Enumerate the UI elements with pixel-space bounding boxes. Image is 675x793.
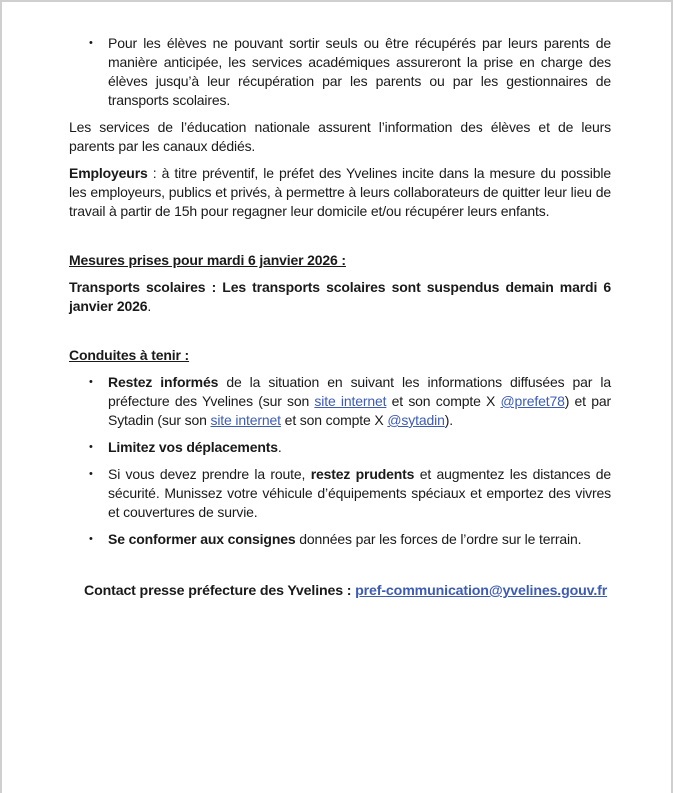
list-item-limit-travel [69, 438, 611, 457]
list-item-text: Si vous devez prendre la route, [108, 466, 311, 482]
conduct-bullet-list [69, 373, 611, 549]
drive-carefully-bold: restez prudents [310, 466, 415, 482]
list-item-drive-carefully [69, 465, 611, 522]
transport-label: Transports scolaires : [69, 279, 223, 295]
press-contact-label: Contact presse préfecture des Yvelines : [84, 583, 356, 599]
document-content [69, 34, 611, 601]
press-contact-email-link[interactable]: pref-communication@yvelines.gouv.fr [355, 583, 608, 599]
list-item-stay-informed [69, 373, 611, 430]
press-contact [69, 582, 611, 601]
list-item-text: ). [444, 412, 453, 428]
list-item-text: et son compte X [386, 393, 501, 409]
list-item-text: et augmentez les distances de sécurité. Munissez votre véhicule d’équipements spéciaux et emportez des vivres et couvertures de survie. [108, 466, 612, 520]
list-item-text: et son compte X [280, 412, 388, 428]
stay-informed-bold: Restez informés [108, 374, 219, 390]
bullet-icon: • [89, 468, 93, 480]
transport-paragraph [69, 278, 611, 316]
bullet-icon: • [89, 441, 93, 453]
list-item-follow-instructions [69, 530, 611, 549]
bullet-icon: • [89, 376, 93, 388]
prefet78-x-link[interactable]: @prefet78 [500, 393, 565, 409]
measures-heading: Mesures prises pour mardi 6 janvier 2026 : [69, 252, 346, 268]
bullet-icon: • [89, 37, 93, 49]
follow-instructions-bold: Se conformer aux consignes [108, 531, 296, 547]
employers-paragraph [69, 164, 611, 221]
list-item-text: . [277, 439, 282, 455]
list-item [69, 34, 611, 110]
transport-text: Les transports scolaires sont suspendus demain mardi 6 janvier 2026 [69, 279, 612, 314]
education-paragraph: Les services de l’éducation nationale assurent l’information des élèves et de leurs parents par les canaux dédiés. [69, 119, 611, 154]
list-item-text: ) et par Sytadin (sur son [108, 393, 611, 428]
bullet-icon: • [89, 533, 93, 545]
intro-bullet-list [69, 34, 611, 110]
transport-end: . [147, 298, 152, 314]
list-item-text: de la situation en suivant les informations diffusées par la préfecture des Yvelines (sur son [108, 374, 611, 409]
limit-travel-bold: Limitez vos déplacements [108, 439, 278, 455]
prefecture-site-link[interactable]: site internet [314, 393, 387, 409]
list-item-text: Pour les élèves ne pouvant sortir seuls ou être récupérés par leurs parents de manière anticipée, les services académiques assureront la prise en charge des élèves jusqu’à leur récupération par les parents ou par les gestionnaires de transports scolaires. [108, 35, 611, 108]
list-item-text: données par les forces de l’ordre sur le terrain. [295, 531, 582, 547]
employers-label: Employeurs [69, 165, 148, 181]
sytadin-x-link[interactable]: @sytadin [387, 412, 445, 428]
conduct-heading: Conduites à tenir : [69, 347, 190, 363]
employers-text: : à titre préventif, le préfet des Yvelines incite dans la mesure du possible les employeurs, publics et privés, à permettre à leurs collaborateurs de quitter leur lieu de travail à partir de 15h pour regagner leur domicile et/ou récupérer leurs enfants. [69, 165, 611, 219]
sytadin-site-link[interactable]: site internet [210, 412, 281, 428]
